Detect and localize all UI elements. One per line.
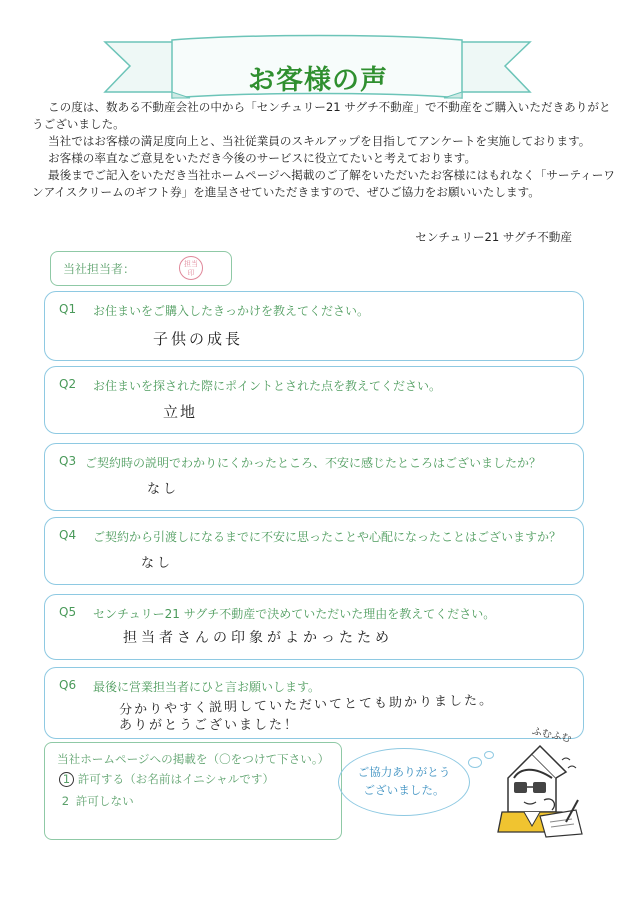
page-title: お客様の声	[248, 65, 388, 96]
question-text: ご契約から引渡しになるまでに不安に思ったことや心配になったことはございますか？	[93, 530, 562, 544]
handwritten-answer[interactable]: 立地	[163, 403, 198, 421]
intro-line: お客様の率直なご意見をいただき今後のサービスに役立てたいと考えております。	[48, 151, 477, 165]
question-text: 最後に営業担当者にひと言お願いします。	[93, 680, 321, 694]
bubble-tail-dot	[468, 757, 482, 768]
question-number: Q1	[59, 302, 77, 316]
intro-line: 当社ではお客様の満足度向上と、当社従業員のスキルアップを目指してアンケートを実施しております。	[48, 134, 591, 148]
bubble-tail-dot	[484, 751, 494, 759]
thanks-text	[339, 763, 469, 799]
handwritten-answer[interactable]: なし	[141, 556, 174, 571]
intro-text	[32, 99, 616, 201]
consent-option-allow[interactable]	[59, 771, 274, 787]
handwritten-answer[interactable]: 子供の成長	[153, 330, 244, 348]
consent-box	[44, 742, 342, 840]
question-text: お住まいを探された際にポイントとされた点を教えてください。	[93, 379, 442, 393]
option-number: 1	[59, 772, 74, 787]
intro-line: この度は、数ある不動産会社の中から「センチュリー21 サグチ不動産」で不動産をご購入いただきありがと	[48, 100, 611, 114]
intro-line: ンアイスクリームのギフト券」を進呈させていただきますので、ぜひご協力をお願いいたします。	[32, 185, 540, 199]
question-number: Q2	[59, 377, 77, 391]
handwritten-answer[interactable]: なし	[147, 482, 180, 497]
option-label: 許可しない	[75, 794, 134, 808]
option-label: 許可する（お名前はイニシャルです）	[77, 772, 275, 786]
staff-box	[50, 251, 232, 286]
thanks-line: ご協力ありがとう	[357, 765, 451, 779]
thanks-bubble	[338, 748, 470, 816]
stamp-text: 担当	[184, 260, 198, 268]
stamp-text: 印	[187, 269, 195, 277]
question-text: ご契約時の説明でわかりにくかったところ、不安に感じたところはございましたか？	[85, 456, 542, 470]
handwritten-answer[interactable]: 分かりやすく説明していただいてとても助かりました。	[118, 693, 495, 718]
intro-line: うございました。	[32, 117, 125, 131]
question-number: Q6	[59, 678, 77, 692]
question-box-q5	[44, 594, 584, 660]
handwritten-answer[interactable]: 担当者さんの印象がよかったため	[123, 630, 393, 646]
question-box-q2	[44, 366, 584, 434]
question-box-q3	[44, 443, 584, 511]
company-signature: センチュリー21 サグチ不動産	[415, 230, 572, 244]
intro-line: 最後までご記入をいただき当社ホームページへ掲載のご了解をいただいたお客様にはもれなく「サーティーワ	[48, 168, 615, 182]
staff-stamp	[179, 256, 203, 280]
mascot-illustration	[494, 738, 586, 838]
question-box-q1	[44, 291, 584, 361]
question-text: お住まいをご購入したきっかけを教えてください。	[93, 304, 370, 318]
question-number: Q4	[59, 528, 77, 542]
question-number: Q5	[59, 605, 77, 619]
staff-label: 当社担当者：	[63, 262, 136, 276]
question-box-q4	[44, 517, 584, 585]
consent-option-deny[interactable]	[59, 793, 134, 809]
option-number: 2	[61, 794, 70, 808]
question-text: センチュリー21 サグチ不動産で決めていただいた理由を教えてください。	[93, 607, 496, 621]
handwritten-answer[interactable]: ありがとうございました！	[119, 718, 300, 733]
question-box-q6	[44, 667, 584, 739]
question-number: Q3	[59, 454, 77, 468]
consent-title: 当社ホームページへの掲載を（〇をつけて下さい。）	[57, 752, 330, 766]
mascot-caption: ふむふむ	[530, 725, 573, 745]
thanks-line: ございました。	[363, 783, 445, 797]
